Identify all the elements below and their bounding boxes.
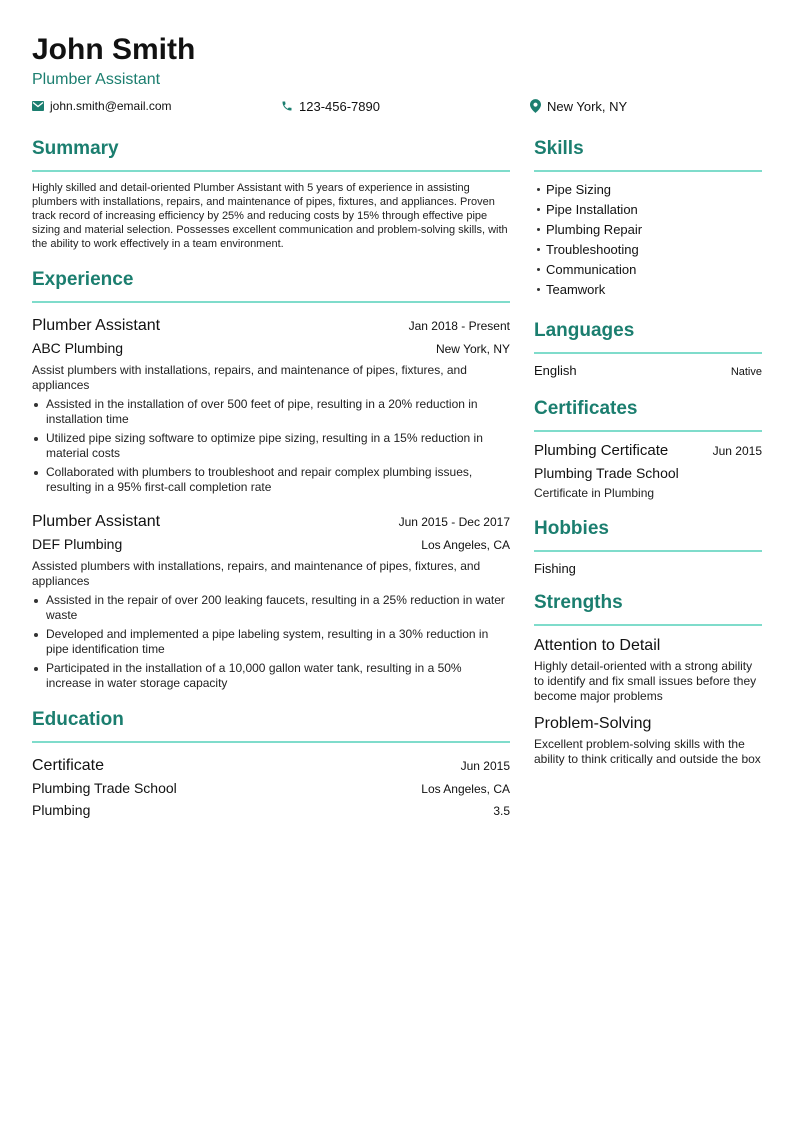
certificates-section [534, 396, 762, 502]
languages-heading: Languages [534, 320, 635, 341]
job-dates: Jun 2015 - Dec 2017 [398, 515, 510, 529]
education-location: Los Angeles, CA [421, 782, 510, 796]
language-name: English [534, 363, 577, 378]
candidate-name: John Smith [32, 33, 196, 66]
job-bullets [32, 593, 510, 691]
contact-email[interactable] [32, 97, 172, 115]
sidebar-column [534, 136, 762, 767]
skill-item [534, 280, 762, 300]
education-date: Jun 2015 [460, 759, 510, 773]
education-degree: Certificate [32, 757, 105, 774]
hobbies-section [534, 516, 762, 576]
job-entry [32, 511, 510, 691]
strength-title: Problem-Solving [534, 715, 652, 732]
summary-section [32, 136, 510, 251]
job-title: Plumber Assistant [32, 317, 161, 334]
certificates-heading: Certificates [534, 398, 638, 419]
certificate-description: Certificate in Plumbing [534, 486, 655, 500]
strengths-section [534, 590, 762, 767]
skills-divider [534, 170, 762, 172]
skill-label: Teamwork [546, 282, 606, 297]
job-bullet: Utilized pipe sizing software to optimize pipe sizing, resulting in a 15% reduction in material costs [32, 431, 510, 461]
education-heading: Education [32, 709, 124, 730]
skill-label: Pipe Installation [546, 202, 638, 217]
job-company: ABC Plumbing [32, 340, 124, 356]
job-dates: Jan 2018 - Present [408, 319, 510, 333]
experience-divider [32, 301, 510, 303]
certificate-issuer: Plumbing Trade School [534, 465, 679, 481]
skill-item [534, 180, 762, 200]
certificate-name: Plumbing Certificate [534, 442, 669, 459]
skill-label: Communication [546, 262, 637, 277]
skill-label: Pipe Sizing [546, 182, 612, 197]
strength-description: Excellent problem-solving skills with the ability to think critically and outside the box [534, 737, 761, 766]
strengths-divider [534, 624, 762, 626]
skill-item [534, 220, 762, 240]
education-gpa: 3.5 [493, 804, 510, 818]
education-divider [32, 741, 510, 743]
skills-heading: Skills [534, 138, 584, 159]
skill-label: Troubleshooting [546, 242, 639, 257]
summary-divider [32, 170, 510, 172]
job-bullet: Participated in the installation of a 10,000 gallon water tank, resulting in a 50% increase in water storage capacity [32, 661, 510, 691]
job-bullet: Collaborated with plumbers to troubleshoot and repair complex plumbing issues, resulting in a 95% first-call completion rate [32, 465, 510, 495]
job-title: Plumber Assistant [32, 513, 161, 530]
certificate-entry [534, 440, 762, 502]
hobbies-divider [534, 550, 762, 552]
job-company: DEF Plumbing [32, 536, 123, 552]
main-column [32, 136, 510, 821]
language-item [534, 363, 762, 378]
language-level: Native [730, 366, 762, 378]
hobbies-heading: Hobbies [534, 518, 609, 539]
languages-section [534, 318, 762, 378]
contact-phone[interactable] [281, 97, 380, 115]
job-bullet: Developed and implemented a pipe labeling system, resulting in a 30% reduction in pipe identification time [32, 627, 510, 657]
certificates-divider [534, 430, 762, 432]
skill-label: Plumbing Repair [546, 222, 643, 237]
education-entry [32, 755, 510, 821]
contact-location [530, 97, 627, 115]
job-entry [32, 315, 510, 495]
skills-list [534, 180, 762, 300]
education-section [32, 707, 510, 821]
job-description: Assisted plumbers with installations, repairs, and maintenance of pipes, fixtures, and appliances [32, 559, 481, 588]
location-icon [530, 99, 541, 113]
hobby-item: Fishing [534, 561, 576, 576]
strength-entry [534, 713, 762, 767]
strengths-heading: Strengths [534, 592, 623, 613]
job-location: Los Angeles, CA [421, 538, 510, 552]
phone-text: 123-456-7890 [299, 98, 380, 114]
skill-item [534, 240, 762, 260]
job-description: Assist plumbers with installations, repairs, and maintenance of pipes, fixtures, and appliances [32, 363, 467, 392]
job-bullet: Assisted in the repair of over 200 leaking faucets, resulting in a 25% reduction in water waste [32, 593, 510, 623]
education-school: Plumbing Trade School [32, 780, 177, 796]
strength-title: Attention to Detail [534, 637, 661, 654]
languages-divider [534, 352, 762, 354]
skill-item [534, 200, 762, 220]
certificate-date: Jun 2015 [712, 444, 762, 458]
candidate-role: Plumber Assistant [32, 71, 161, 88]
location-text: New York, NY [547, 98, 628, 114]
job-bullet: Assisted in the installation of over 500 feet of pipe, resulting in a 20% reduction in installation time [32, 397, 510, 427]
job-bullets [32, 397, 510, 495]
strength-entry [534, 635, 762, 704]
education-field: Plumbing [32, 802, 91, 818]
job-location: New York, NY [435, 342, 510, 356]
experience-section [32, 267, 510, 691]
summary-text: Highly skilled and detail-oriented Plumber Assistant with 5 years of experience in assisting plumbers with installations, repairs, and maintenance of pipes, fixtures, and appliances. Proven track record of increasing efficiency by 25% and reducing costs by 15% through effective pipe sizing and material selection. Possesses excellent communication and problem-solving skills, with the ability to work effectively in a team environment. [32, 182, 508, 250]
summary-heading: Summary [32, 138, 119, 159]
email-icon [32, 101, 44, 111]
experience-heading: Experience [32, 269, 134, 290]
phone-icon [281, 100, 293, 112]
email-text: john.smith@email.com [50, 99, 172, 113]
skills-section [534, 136, 762, 300]
skill-item [534, 260, 762, 280]
strength-description: Highly detail-oriented with a strong ability to identify and fix small issues before they become major problems [534, 659, 757, 703]
